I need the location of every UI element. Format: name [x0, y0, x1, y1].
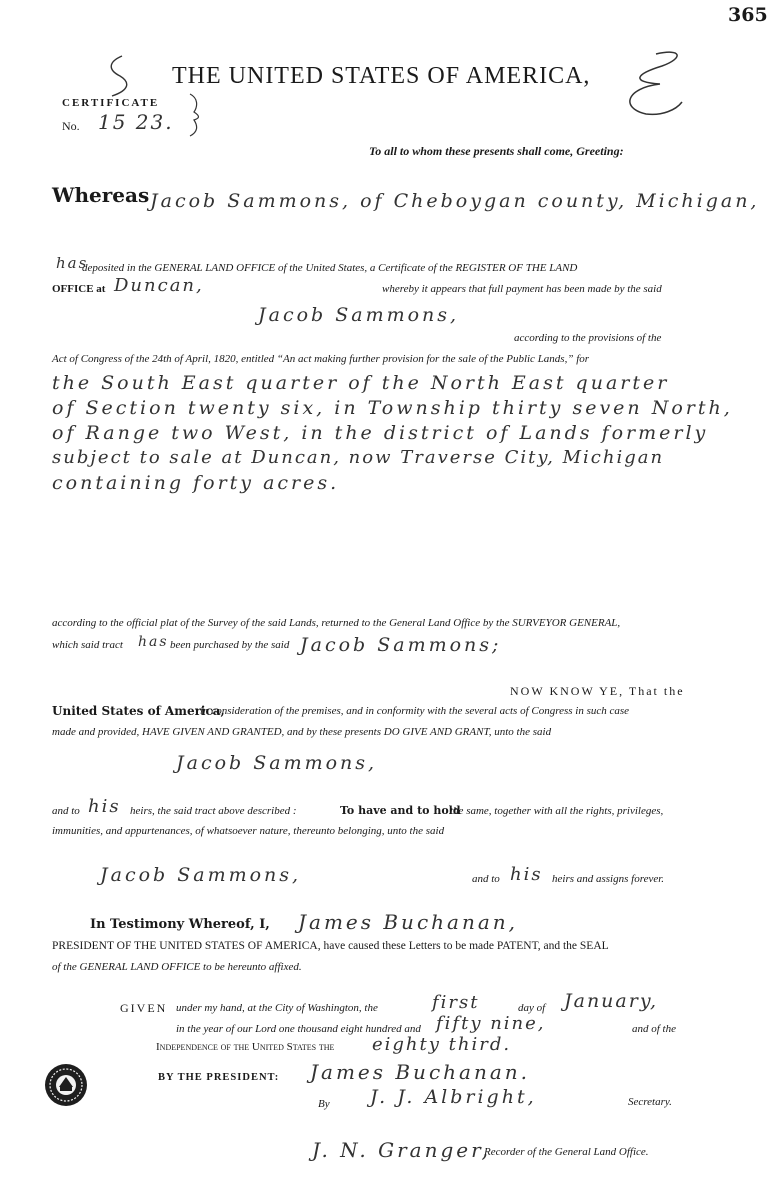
land-description-line-3: of Range two West, in the district of Lands formerly — [52, 422, 709, 444]
given-day: first — [432, 992, 480, 1013]
marginal-mark — [616, 48, 686, 120]
heirs-his: his — [88, 796, 121, 817]
heirs-forever-and-to: and to — [472, 873, 500, 885]
by-label: By — [318, 1098, 330, 1110]
purchased-prefix: which said tract — [52, 639, 123, 651]
heirs-text: heirs, the said tract above described : — [130, 805, 297, 817]
now-know-ye: NOW KNOW YE, That the — [510, 684, 685, 698]
given-word: GIVEN — [120, 1001, 168, 1015]
testimony-phrase: In Testimony Whereof, I, — [90, 917, 270, 932]
purchased-name: Jacob Sammons; — [300, 634, 502, 656]
united-states: United States of America, — [52, 704, 225, 718]
deposit-has: has — [56, 254, 89, 272]
by-the-president: BY THE PRESIDENT: — [158, 1072, 280, 1083]
testimony-president-name: James Buchanan, — [298, 910, 518, 934]
made-provided-text: made and provided, HAVE GIVEN AND GRANTED, and by these presents DO GIVE AND GRANT, unto the said — [52, 726, 552, 738]
land-description-line-2: of Section twenty six, in Township thirty seven North, — [52, 397, 733, 419]
land-description-line-1: the South East quarter of the North East quarter — [52, 372, 670, 394]
grantee-name-2: Jacob Sammons, — [176, 752, 378, 774]
heirs-and-to: and to — [52, 805, 80, 817]
president-line: PRESIDENT OF THE UNITED STATES OF AMERICA, have caused these Letters to be made PATENT, and the SEAL — [52, 940, 609, 952]
secretary-label: Secretary. — [628, 1096, 672, 1108]
office-name: Duncan, — [114, 275, 204, 296]
heirs-rest: the same, together with all the rights, privileges, — [450, 805, 664, 817]
certificate-brace — [186, 92, 208, 138]
office-at-label: OFFICE at — [52, 283, 106, 295]
greeting: To all to whom these presents shall come, Greeting: — [369, 144, 624, 158]
certificate-label: CERTIFICATE — [62, 97, 160, 109]
given-day-of: day of — [518, 1002, 546, 1014]
given-year: fifty nine, — [436, 1013, 546, 1034]
land-description-line-5: containing forty acres. — [52, 472, 340, 494]
immunities-text: immunities, and appurtenances, of whatsoever nature, thereunto belonging, unto the said — [52, 825, 445, 837]
plat-line: according to the official plat of the Survey of the said Lands, returned to the General Land Office by the SURVEYOR GENERAL, — [52, 617, 621, 629]
act-line: Act of Congress of the 24th of April, 1820, entitled “An act making further provision for the sale of the Public Lands,” for — [52, 353, 590, 365]
president-signature: James Buchanan. — [310, 1060, 530, 1084]
given-text: under my hand, at the City of Washington, the — [176, 1002, 378, 1014]
according-to: according to the provisions of the — [514, 332, 662, 344]
independence-text: Independence of the United States the — [156, 1041, 335, 1053]
seal-line: of the GENERAL LAND OFFICE to be hereunto affixed. — [52, 961, 302, 973]
consideration-text: in consideration of the premises, and in conformity with the several acts of Congress in such case — [200, 705, 630, 717]
certificate-number: 15 23. — [98, 110, 174, 134]
secretary-signature: J. J. Albright, — [370, 1086, 537, 1108]
general-land-office-seal — [44, 1063, 88, 1107]
deposit-text: deposited in the GENERAL LAND OFFICE of the United States, a Certificate of the REGISTER OF THE LAND — [82, 262, 578, 274]
to-have-and-to-hold: To have and to hold — [340, 804, 461, 817]
whereas-word: Whereas — [52, 183, 150, 207]
grantee-name-3: Jacob Sammons, — [100, 864, 302, 886]
purchased-has: has — [138, 634, 169, 650]
grantee-name-1: Jacob Sammons, — [258, 304, 460, 326]
year-text: in the year of our Lord one thousand eight hundred and — [176, 1023, 421, 1035]
heirs-forever-rest: heirs and assigns forever. — [552, 873, 665, 885]
certificate-no-label: No. — [62, 119, 80, 133]
and-of-the: and of the — [632, 1023, 676, 1035]
handwritten-brace-mark — [100, 52, 150, 102]
given-month: January, — [564, 990, 659, 1012]
page-number: 365 — [728, 4, 768, 26]
purchased-suffix: been purchased by the said — [170, 639, 290, 651]
land-description-line-4: subject to sale at Duncan, now Traverse City, Michigan — [52, 447, 665, 468]
grantee-line: Jacob Sammons, of Cheboygan county, Michigan, — [150, 190, 760, 212]
whereby-text: whereby it appears that full payment has been made by the said — [382, 283, 662, 295]
document-title: THE UNITED STATES OF AMERICA, — [172, 63, 591, 89]
heirs-forever-his: his — [510, 864, 543, 885]
independence-year: eighty third. — [372, 1034, 512, 1055]
recorder-label: Recorder of the General Land Office. — [484, 1146, 649, 1158]
recorder-signature: J. N. Granger, — [312, 1138, 491, 1162]
